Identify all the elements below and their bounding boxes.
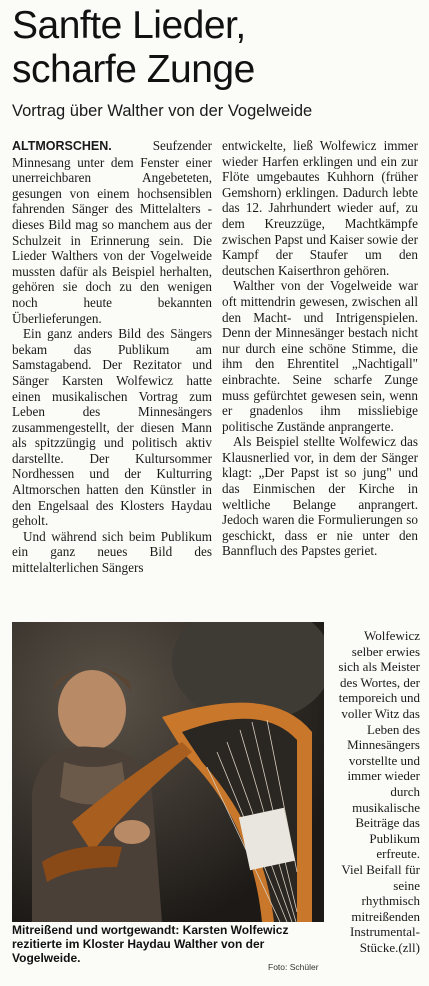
paragraph: Walther von der Vogelweide war oft mittendrin gewesen, zwischen all den Macht- und Intrigenspielen. Denn der Minnesänger bestach nicht nur durch eine schöne Stimme, die ihm den Ehrentitel „Nachtigall" einbrachte. Seine scharfe Zunge muss gefürchtet gewesen sein, wenn er gnadenlos ihm missliebige politische Zustände anprangerte. xyxy=(222,278,418,434)
paragraph: Ein ganz anders Bild des Sängers bekam das Publikum am Samstagabend. Der Rezitator und Sänger Karsten Wolfewicz hatte einen musikalischen Vortrag zum Leben des Minnesängers zusammengestellt, der diesen Mann als spitzzüngig und politisch aktiv darstellte. Der Kultursommer Nordhessen und der Kulturring Altmorschen hatten den Künstler in den Engelsaal des Klosters Haydau geholt. xyxy=(12,326,212,529)
paragraph: Und während sich beim Publikum ein ganz neues Bild des mittelalterlichen Sängers xyxy=(12,528,212,576)
photo-credit: Foto: Schüler xyxy=(268,962,319,972)
article-column-2 xyxy=(222,138,418,559)
headline xyxy=(12,4,422,92)
headline-line-2: scharfe Zunge xyxy=(12,48,255,91)
article-photo xyxy=(12,622,324,922)
headline-line-1: Sanfte Lieder, xyxy=(12,4,246,47)
paragraph-text: Seufzender Minnesang unter dem Fenster einer unerreichbaren Angebeteten, gesungen von einem hochsensiblen fahrenden Sänger des Mittelalters - dieses Bild mag so manchem aus der Schulzeit in Erinnerung sein. Die Lieder Walthers von der Vogelweide mussten dafür als Beispiel herhalten, gehören sie doch zu den wenigen noch heute bekannten Überlieferungen. xyxy=(12,138,212,326)
paragraph: Als Beispiel stellte Wolfewicz das Klausnerlied vor, in dem der Sänger klagt: „Der Papst ist so jung" und das Einmischen der Kirche in weltliche Belange anprangert. Jedoch waren die Formulierungen so geschickt, dass er nie unter den Bannfluch des Papstes geriet. xyxy=(222,434,418,559)
harp-player-photo xyxy=(12,622,324,922)
article-column-2-continued xyxy=(332,628,420,955)
dateline: ALTMORSCHEN. xyxy=(12,139,112,153)
paragraph: entwickelte, ließ Wolfewicz immer wieder Harfen erklingen und ein zur Flöte umgebautes Kuhhorn (früher Gemshorn) erklingen. Dadurch lebte das 12. Jahrhundert wieder auf, zu dem Kreuzzüge, Machtkämpfe zwischen Papst und Kaiser sowie der Kampf der Staufer um den deutschen Kaiserthron gehören. xyxy=(222,138,418,278)
article-column-1 xyxy=(12,138,212,576)
paragraph: Wolfewicz selber erwies sich als Meister des Wortes, der temporeich und voller Witz das Leben des Minnesängers vorstellte und immer wieder durch musikalische Beiträge das Publikum erfreute. xyxy=(338,628,420,862)
subheadline: Vortrag über Walther von der Vogelweide xyxy=(12,102,313,120)
paragraph: Viel Beifall für seine rhythmisch mitreißenden Instrumental-Stücke.(zll) xyxy=(341,861,420,955)
photo-caption: Mitreißend und wortgewandt: Karsten Wolfewicz rezitierte im Kloster Haydau Walther von der Vogelweide. xyxy=(12,923,289,965)
paragraph xyxy=(12,138,212,326)
